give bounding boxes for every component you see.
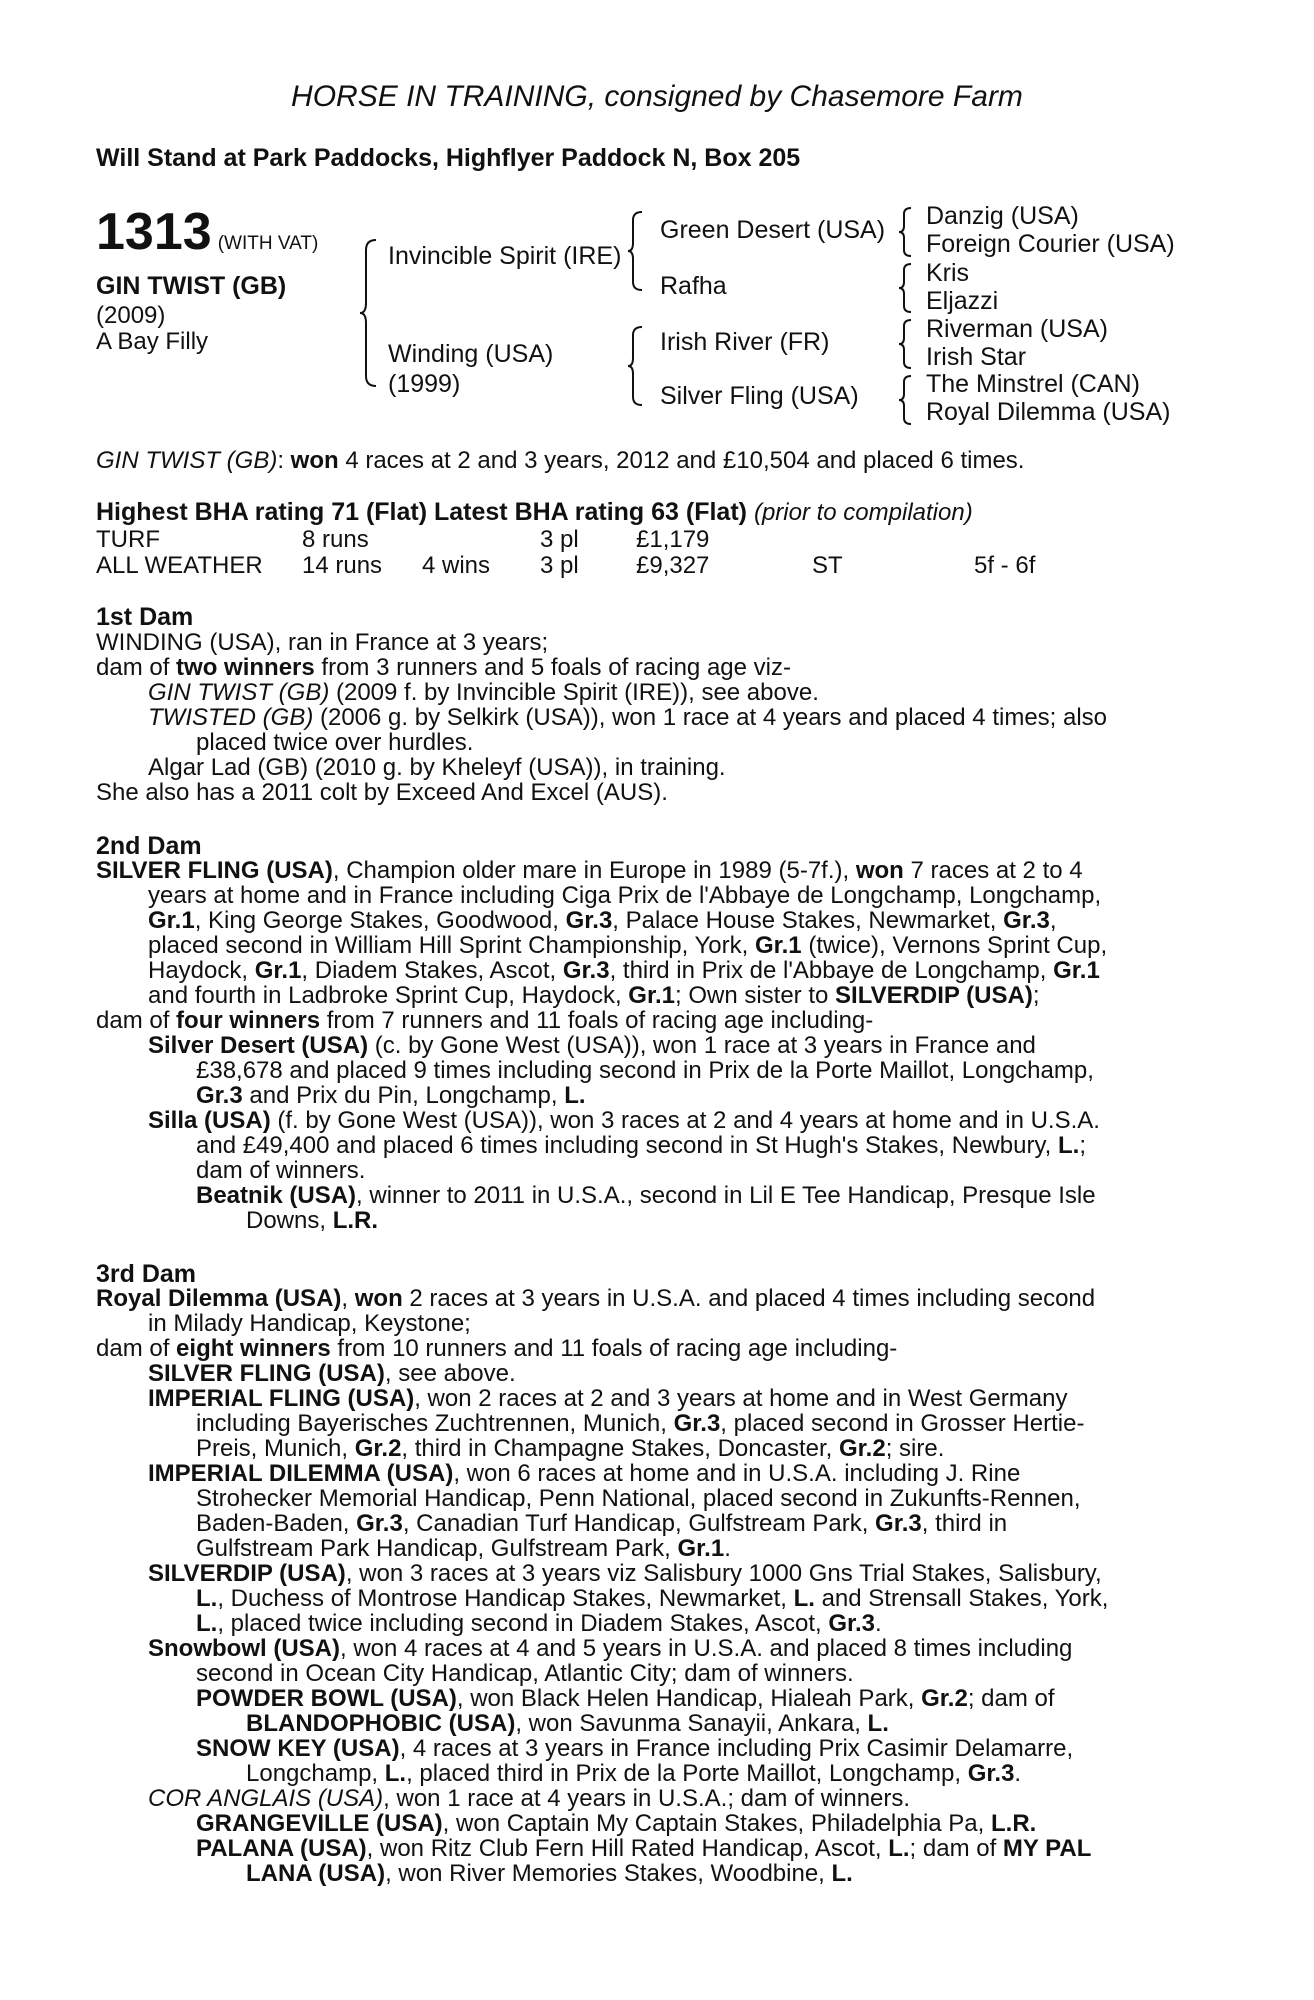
text-span: L.R. bbox=[990, 1810, 1037, 1837]
text-span: from 10 runners and 11 foals of racing age including- bbox=[330, 1335, 898, 1362]
record-aw-runs: 14 runs bbox=[302, 552, 383, 579]
text-span: , won Black Helen Handicap, Hialeah Park, bbox=[456, 1685, 922, 1712]
text-span: , Palace House Stakes, Newmarket, bbox=[612, 907, 1004, 934]
text-span: PALANA (USA) bbox=[196, 1835, 367, 1862]
text-span: dam of bbox=[96, 654, 177, 681]
text-span: , won River Memories Stakes, Woodbine, bbox=[385, 1860, 832, 1887]
race-summary bbox=[96, 447, 1024, 475]
text-span: , see above. bbox=[384, 1360, 516, 1387]
pedigree-dam-year: (1999) bbox=[388, 370, 461, 398]
record-aw-money: £9,327 bbox=[636, 552, 710, 579]
text-span: , winner to 2011 in U.S.A., second in Lil E Tee Handicap, Presque Isle bbox=[356, 1182, 1096, 1209]
text-span: SILVER FLING (USA) bbox=[96, 857, 333, 884]
text-span: Gulfstream Park Handicap, Gulfstream Park, bbox=[196, 1535, 678, 1562]
text-span: ; dam of bbox=[909, 1835, 1003, 1862]
text-span: L. bbox=[1058, 1132, 1080, 1159]
text-span: , placed third in Prix de la Porte Maillot, Longchamp, bbox=[406, 1760, 968, 1787]
first-dam-line: She also has a 2011 colt by Exceed And Excel (AUS). bbox=[96, 779, 668, 806]
record-aw-surface: ALL WEATHER bbox=[96, 552, 263, 579]
text-span: Baden-Baden, bbox=[196, 1510, 357, 1537]
third-dam-heading: 3rd Dam bbox=[96, 1260, 197, 1288]
text-span: Gr.3 bbox=[673, 1410, 721, 1437]
third-dam-line bbox=[196, 1611, 882, 1636]
text-span: L. bbox=[867, 1710, 889, 1737]
record-turf-pl: 3 pl bbox=[540, 526, 579, 553]
text-span: COR ANGLAIS (USA) bbox=[148, 1785, 384, 1812]
third-dam-line bbox=[246, 1761, 1021, 1786]
text-span: dam of bbox=[96, 1007, 177, 1034]
third-dam-line bbox=[148, 1786, 910, 1811]
text-span: Longchamp, bbox=[246, 1760, 385, 1787]
text-span: eight winners bbox=[176, 1335, 331, 1362]
pedigree-gen3-2: Foreign Courier (USA) bbox=[926, 230, 1175, 258]
third-dam-line bbox=[196, 1686, 1055, 1711]
text-span: won bbox=[855, 857, 904, 884]
third-dam-line: in Milady Handicap, Keystone; bbox=[148, 1310, 471, 1337]
third-dam-line bbox=[196, 1511, 1007, 1536]
pedigree-gen3-7: The Minstrel (CAN) bbox=[926, 370, 1140, 398]
record-aw-going: ST bbox=[812, 552, 843, 579]
second-dam-heading: 2nd Dam bbox=[96, 832, 202, 860]
third-dam-line bbox=[96, 1336, 897, 1361]
text-span: Silver Desert (USA) bbox=[148, 1032, 369, 1059]
text-span: ; sire. bbox=[885, 1435, 945, 1462]
second-dam-line: dam of winners. bbox=[196, 1157, 366, 1184]
pedigree-gen3-8: Royal Dilemma (USA) bbox=[926, 398, 1171, 426]
text-span: , bbox=[341, 1285, 355, 1312]
text-span: Snowbowl (USA) bbox=[148, 1635, 340, 1662]
summary-horse-name: GIN TWIST (GB) bbox=[96, 447, 278, 474]
second-dam-line bbox=[96, 858, 1083, 883]
pedigree-brace-main bbox=[360, 238, 378, 388]
foaling-year: (2009) bbox=[96, 302, 166, 329]
third-dam-line bbox=[196, 1436, 944, 1461]
record-aw-pl: 3 pl bbox=[540, 552, 579, 579]
pedigree-brace-sd bbox=[899, 262, 913, 314]
third-dam-line bbox=[148, 1461, 1020, 1486]
third-dam-line bbox=[196, 1536, 731, 1561]
text-span: , Canadian Turf Handicap, Gulfstream Park, bbox=[402, 1510, 876, 1537]
first-dam-line bbox=[148, 705, 1107, 730]
third-dam-line bbox=[148, 1636, 1072, 1661]
second-dam-line bbox=[148, 933, 1107, 958]
second-dam-line bbox=[148, 1108, 1100, 1133]
text-span: and fourth in Ladbroke Sprint Cup, Haydock, bbox=[148, 982, 629, 1009]
text-span: from 3 runners and 5 foals of racing age viz- bbox=[314, 654, 791, 681]
rating-text: Highest BHA rating 71 (Flat) Latest BHA rating 63 (Flat) bbox=[96, 498, 747, 526]
text-span: MY PAL bbox=[1002, 1835, 1092, 1862]
text-span: dam of bbox=[96, 1335, 177, 1362]
text-span: , won 6 races at home and in U.S.A. including J. Rine bbox=[453, 1460, 1021, 1487]
text-span: Downs, bbox=[246, 1207, 333, 1234]
text-span: including Bayerisches Zuchtrennen, Munich, bbox=[196, 1410, 674, 1437]
record-turf-surface: TURF bbox=[96, 526, 160, 553]
pedigree-sire: Invincible Spirit (IRE) bbox=[388, 242, 622, 270]
text-span: . bbox=[1014, 1760, 1022, 1787]
second-dam-line bbox=[148, 1033, 1036, 1058]
text-span: 2 races at 3 years in U.S.A. and placed 4 times including second bbox=[402, 1285, 1096, 1312]
lot-number-value: 1313 bbox=[96, 203, 212, 261]
third-dam-line: Strohecker Memorial Handicap, Penn National, placed second in Zukunfts-Rennen, bbox=[196, 1485, 1081, 1512]
second-dam-line bbox=[148, 958, 1100, 983]
text-span: SILVER FLING (USA) bbox=[148, 1360, 385, 1387]
text-span: , won 1 race at 4 years in U.S.A.; dam of winners. bbox=[383, 1785, 911, 1812]
third-dam-line bbox=[196, 1411, 1084, 1436]
text-span: (f. by Gone West (USA)), won 3 races at 2 and 4 years at home and in U.S.A. bbox=[270, 1107, 1100, 1134]
text-span: , bbox=[1049, 907, 1057, 934]
text-span: L. bbox=[564, 1082, 586, 1109]
text-span: ; dam of bbox=[967, 1685, 1055, 1712]
first-dam-line: Algar Lad (GB) (2010 g. by Kheleyf (USA)), in training. bbox=[148, 754, 726, 781]
text-span: . bbox=[875, 1610, 882, 1637]
text-span: won bbox=[354, 1285, 403, 1312]
first-dam-line: WINDING (USA), ran in France at 3 years; bbox=[96, 629, 549, 656]
horse-description: A Bay Filly bbox=[96, 328, 209, 355]
third-dam-line bbox=[246, 1711, 889, 1736]
second-dam-line bbox=[96, 1008, 873, 1033]
third-dam-line bbox=[196, 1736, 1073, 1761]
text-span: Gr.2 bbox=[839, 1435, 886, 1462]
text-span: (twice), Vernons Sprint Cup, bbox=[801, 932, 1108, 959]
text-span: , Champion older mare in Europe in 1989 (5-7f.), bbox=[332, 857, 856, 884]
text-span: Gr.3 bbox=[828, 1610, 876, 1637]
lot-number bbox=[96, 203, 319, 261]
text-span: Gr.3 bbox=[1003, 907, 1050, 934]
text-span: Gr.3 bbox=[875, 1510, 922, 1537]
first-dam-line: placed twice over hurdles. bbox=[196, 729, 474, 756]
text-span: Gr.3 bbox=[196, 1082, 243, 1109]
summary-colon: : bbox=[277, 447, 291, 474]
text-span: (2009 f. by Invincible Spirit (IRE)), see above. bbox=[329, 679, 819, 706]
text-span: L. bbox=[196, 1585, 218, 1612]
pedigree-gen3-1: Danzig (USA) bbox=[926, 202, 1079, 230]
text-span: Gr.3 bbox=[562, 957, 610, 984]
text-span: L. bbox=[196, 1610, 218, 1637]
text-span: Gr.1 bbox=[677, 1535, 725, 1562]
text-span: IMPERIAL FLING (USA) bbox=[148, 1385, 415, 1412]
text-span: , won 2 races at 2 and 3 years at home and in West Germany bbox=[414, 1385, 1068, 1412]
record-aw-wins: 4 wins bbox=[422, 552, 491, 579]
second-dam-line bbox=[148, 983, 1040, 1008]
text-span: IMPERIAL DILEMMA (USA) bbox=[148, 1460, 454, 1487]
text-span: Gr.1 bbox=[148, 907, 195, 934]
pedigree-brace-ss bbox=[899, 206, 913, 258]
text-span: Gr.1 bbox=[1053, 957, 1100, 984]
text-span: L.R. bbox=[332, 1207, 379, 1234]
third-dam-line bbox=[196, 1586, 1108, 1611]
text-span: Gr.3 bbox=[967, 1760, 1015, 1787]
text-span: Royal Dilemma (USA) bbox=[96, 1285, 342, 1312]
third-dam-line bbox=[246, 1861, 853, 1886]
text-span: Gr.3 bbox=[356, 1510, 403, 1537]
third-dam-line: second in Ocean City Handicap, Atlantic City; dam of winners. bbox=[196, 1660, 854, 1687]
vat-note: (WITH VAT) bbox=[217, 233, 319, 254]
pedigree-gen3-3: Kris bbox=[926, 259, 970, 287]
text-span: two winners bbox=[176, 654, 315, 681]
text-span: SILVERDIP (USA) bbox=[148, 1560, 346, 1587]
third-dam-line bbox=[148, 1361, 516, 1386]
pedigree-gen3-4: Eljazzi bbox=[926, 287, 999, 315]
text-span: ; bbox=[1032, 982, 1040, 1009]
text-span: L. bbox=[831, 1860, 853, 1887]
text-span: Beatnik (USA) bbox=[196, 1182, 357, 1209]
text-span: BLANDOPHOBIC (USA) bbox=[246, 1710, 516, 1737]
text-span: , Diadem Stakes, Ascot, bbox=[301, 957, 563, 984]
pedigree-brace-ds bbox=[899, 318, 913, 370]
rating-note: (prior to compilation) bbox=[753, 499, 973, 526]
text-span: Gr.3 bbox=[565, 907, 613, 934]
second-dam-line bbox=[196, 1083, 586, 1108]
first-dam-line bbox=[96, 655, 791, 680]
text-span: Gr.1 bbox=[754, 932, 802, 959]
stand-location: Will Stand at Park Paddocks, Highflyer Paddock N, Box 205 bbox=[96, 144, 801, 172]
text-span: ; bbox=[1079, 1132, 1086, 1159]
second-dam-line: years at home and in France including Ciga Prix de l'Abbaye de Longchamp, Longchamp, bbox=[148, 882, 1102, 909]
text-span: , won 3 races at 3 years viz Salisbury 1000 Gns Trial Stakes, Salisbury, bbox=[345, 1560, 1102, 1587]
text-span: Silla (USA) bbox=[148, 1107, 271, 1134]
text-span: Gr.1 bbox=[254, 957, 302, 984]
text-span: 7 races at 2 to 4 bbox=[903, 857, 1083, 884]
text-span: . bbox=[724, 1535, 731, 1562]
second-dam-line bbox=[148, 908, 1057, 933]
text-span: L. bbox=[793, 1585, 815, 1612]
text-span: POWDER BOWL (USA) bbox=[196, 1685, 457, 1712]
text-span: (2006 g. by Selkirk (USA)), won 1 race at 4 years and placed 4 times; also bbox=[313, 704, 1108, 731]
horse-name: GIN TWIST (GB) bbox=[96, 272, 287, 300]
summary-text: 4 races at 2 and 3 years, 2012 and £10,504 and placed 6 times. bbox=[345, 447, 1025, 474]
pedigree-sire-sire: Green Desert (USA) bbox=[660, 216, 886, 244]
pedigree-brace-dd bbox=[899, 374, 913, 426]
text-span: , won Savunma Sanayii, Ankara, bbox=[515, 1710, 868, 1737]
text-span: Haydock, bbox=[148, 957, 255, 984]
text-span: , third in Prix de l'Abbaye de Longchamp, bbox=[609, 957, 1054, 984]
summary-won: won bbox=[290, 447, 339, 474]
text-span: , won 4 races at 4 and 5 years in U.S.A. and placed 8 times including bbox=[339, 1635, 1073, 1662]
pedigree-sire-dam: Rafha bbox=[660, 272, 727, 300]
text-span: , placed second in Grosser Hertie- bbox=[720, 1410, 1085, 1437]
third-dam-line bbox=[148, 1561, 1102, 1586]
text-span: from 7 runners and 11 foals of racing age including- bbox=[320, 1007, 874, 1034]
text-span: and Prix du Pin, Longchamp, bbox=[242, 1082, 565, 1109]
third-dam-line bbox=[148, 1386, 1067, 1411]
first-dam-line bbox=[148, 680, 819, 705]
text-span: SNOW KEY (USA) bbox=[196, 1735, 400, 1762]
pedigree-gen3-6: Irish Star bbox=[926, 343, 1027, 371]
text-span: L. bbox=[888, 1835, 910, 1862]
text-span: SILVERDIP (USA) bbox=[835, 982, 1033, 1009]
third-dam-line bbox=[196, 1836, 1091, 1861]
record-aw-distance: 5f - 6f bbox=[974, 552, 1036, 579]
text-span: four winners bbox=[176, 1007, 321, 1034]
text-span: Preis, Munich, bbox=[196, 1435, 355, 1462]
pedigree-brace-sire bbox=[628, 210, 644, 292]
text-span: , Duchess of Montrose Handicap Stakes, Newmarket, bbox=[217, 1585, 794, 1612]
text-span: and Strensall Stakes, York, bbox=[814, 1585, 1109, 1612]
text-span: Gr.2 bbox=[921, 1685, 968, 1712]
text-span: , placed twice including second in Diadem Stakes, Ascot, bbox=[217, 1610, 829, 1637]
text-span: , third in bbox=[921, 1510, 1008, 1537]
text-span: , won Ritz Club Fern Hill Rated Handicap, Ascot, bbox=[366, 1835, 889, 1862]
second-dam-line: £38,678 and placed 9 times including second in Prix de la Porte Maillot, Longchamp, bbox=[196, 1057, 1094, 1084]
second-dam-line bbox=[196, 1133, 1086, 1158]
text-span: TWISTED (GB) bbox=[148, 704, 314, 731]
text-span: GIN TWIST (GB) bbox=[148, 679, 330, 706]
text-span: GRANGEVILLE (USA) bbox=[196, 1810, 443, 1837]
text-span: , third in Champagne Stakes, Doncaster, bbox=[401, 1435, 839, 1462]
text-span: Gr.1 bbox=[628, 982, 675, 1009]
pedigree-brace-dam bbox=[628, 325, 644, 407]
text-span: ; Own sister to bbox=[674, 982, 836, 1009]
text-span: L. bbox=[384, 1760, 407, 1787]
text-span: LANA (USA) bbox=[246, 1860, 386, 1887]
record-turf-money: £1,179 bbox=[636, 526, 710, 553]
text-span: placed second in William Hill Sprint Championship, York, bbox=[148, 932, 755, 959]
second-dam-line bbox=[196, 1183, 1096, 1208]
page-heading: HORSE IN TRAINING, consigned by Chasemore Farm bbox=[291, 80, 1023, 113]
pedigree-dam-dam: Silver Fling (USA) bbox=[660, 382, 859, 410]
record-turf-runs: 8 runs bbox=[302, 526, 369, 553]
second-dam-line bbox=[246, 1208, 378, 1233]
text-span: Gr.2 bbox=[354, 1435, 402, 1462]
pedigree-dam-sire: Irish River (FR) bbox=[660, 328, 830, 356]
third-dam-line bbox=[196, 1811, 1036, 1836]
text-span: , 4 races at 3 years in France including Prix Casimir Delamarre, bbox=[399, 1735, 1074, 1762]
text-span: , won Captain My Captain Stakes, Philadelphia Pa, bbox=[442, 1810, 991, 1837]
third-dam-line bbox=[96, 1286, 1095, 1311]
rating-line bbox=[96, 498, 973, 527]
text-span: and £49,400 and placed 6 times including second in St Hugh's Stakes, Newbury, bbox=[196, 1132, 1058, 1159]
first-dam-heading: 1st Dam bbox=[96, 603, 194, 631]
text-span: (c. by Gone West (USA)), won 1 race at 3 years in France and bbox=[368, 1032, 1036, 1059]
text-span: , King George Stakes, Goodwood, bbox=[194, 907, 566, 934]
pedigree-gen3-5: Riverman (USA) bbox=[926, 315, 1108, 343]
pedigree-dam: Winding (USA) bbox=[388, 340, 554, 368]
